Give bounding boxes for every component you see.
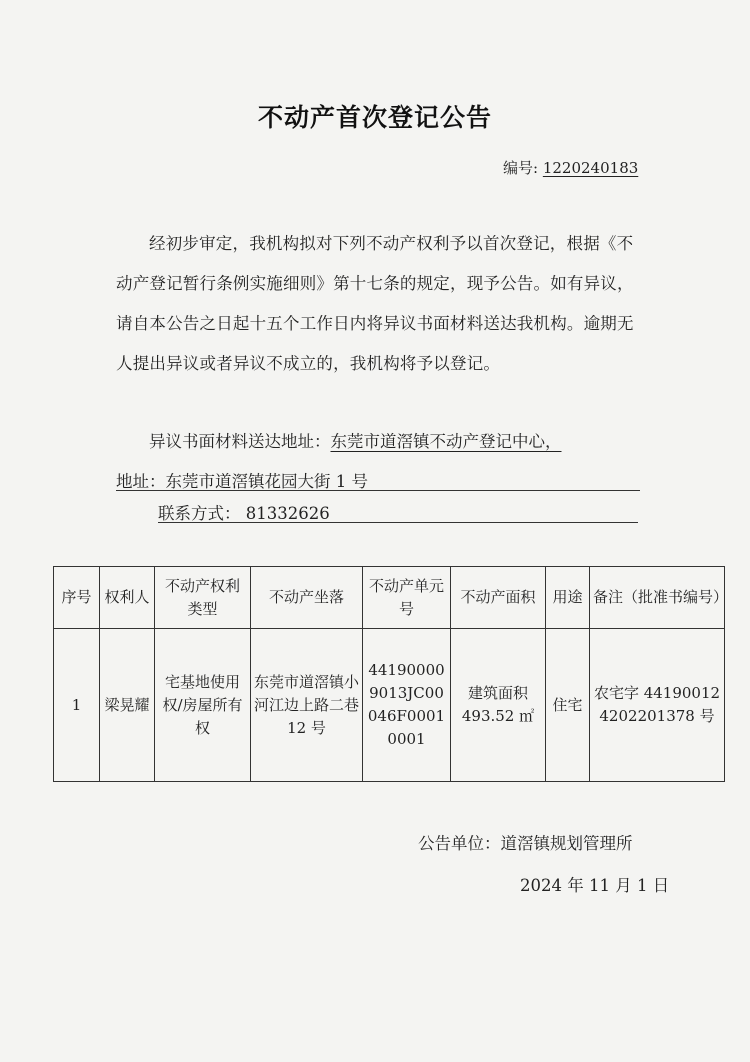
notice-body xyxy=(116,224,642,384)
header-right-type: 不动产权利类型 xyxy=(155,567,251,629)
cell-holder: 梁晃耀 xyxy=(100,629,155,782)
cell-remark: 农宅字 441900124202201378 号 xyxy=(590,629,725,782)
contact-label: 联系方式： xyxy=(158,504,241,523)
cell-right-type: 宅基地使用权/房屋所有权 xyxy=(155,629,251,782)
header-usage: 用途 xyxy=(546,567,590,629)
document-number xyxy=(503,157,638,178)
objection-address xyxy=(116,428,640,452)
table-header-row xyxy=(54,567,725,629)
issue-date: 2024 年 11 月 1 日 xyxy=(520,876,670,895)
cell-usage: 住宅 xyxy=(546,629,590,782)
header-seq: 序号 xyxy=(54,567,100,629)
cell-location: 东莞市道滘镇小河江边上路二巷 12 号 xyxy=(251,629,363,782)
table-row xyxy=(54,629,725,782)
objection-address-detail: 地址：东莞市道滘镇花园大街 1 号 xyxy=(116,468,640,491)
objection-address-label: 异议书面材料送达地址： xyxy=(149,432,331,451)
cell-area: 建筑面积 493.52 ㎡ xyxy=(451,629,546,782)
page-title: 不动产首次登记公告 xyxy=(257,103,492,132)
objection-address-org: 东莞市道滘镇不动产登记中心， xyxy=(330,432,562,451)
issuer: 公告单位：道滘镇规划管理所 xyxy=(418,834,633,853)
header-unit-no: 不动产单元号 xyxy=(363,567,451,629)
contact-value: 81332626 xyxy=(245,504,330,523)
header-remark: 备注（批准书编号） xyxy=(590,567,725,629)
notice-paragraph: 经初步审定，我机构拟对下列不动产权利予以首次登记，根据《不动产登记暂行条例实施细则》第十七条的规定，现予公告。如有异议，请自本公告之日起十五个工作日内将异议书面材料送达我机构。逾期无人提出异议或者异议不成立的，我机构将予以登记。 xyxy=(116,234,634,373)
cell-unit-no: 441900009013JC00046F00010001 xyxy=(363,629,451,782)
header-area: 不动产面积 xyxy=(451,567,546,629)
header-holder: 权利人 xyxy=(100,567,155,629)
registration-table xyxy=(53,566,729,782)
header-location: 不动产坐落 xyxy=(251,567,363,629)
document-number-value: 1220240183 xyxy=(542,159,639,177)
cell-seq: 1 xyxy=(54,629,100,782)
document-number-label: 编号: xyxy=(503,159,539,177)
contact-info xyxy=(158,500,638,523)
